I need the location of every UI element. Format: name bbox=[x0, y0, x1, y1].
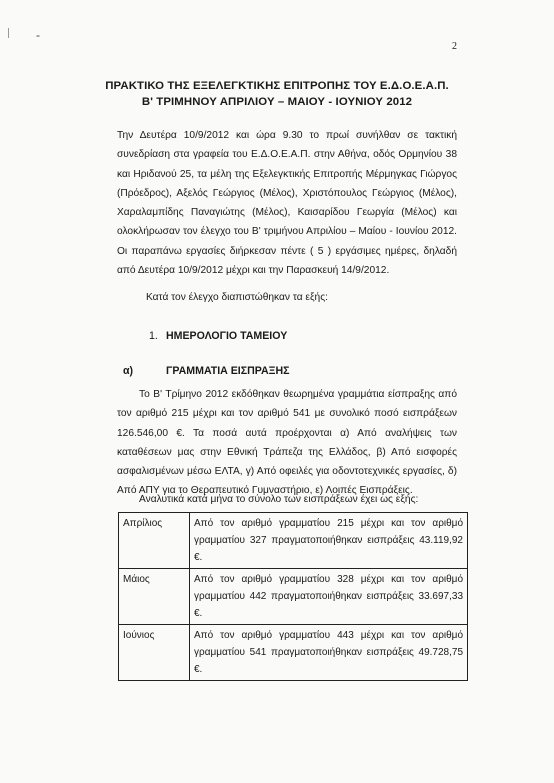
monthly-revenue-table bbox=[118, 512, 468, 681]
intro-paragraph: Την Δευτέρα 10/9/2012 και ώρα 9.30 το πρωί συνήλθαν σε τακτική συνεδρίαση στα γραφεία του Ε.Δ.Ο.Ε.Α.Π. στην Αθήνα, οδός Ορμηνίου 38 και Ηριδανού 25, τα μέλη της Εξελεγκτικής Επιτροπής Μέρμηγκας Γιώργος (Πρόεδρος), Αξελός Γεώργιος (Μέλος), Χριστόπουλος Γεώργιος (Μέλος), Χαραλαμπίδης Παναγιώτης (Μέλος), Καισαρίδου Γεωργία (Μέλος) και ολοκλήρωσαν τον έλεγχο του Β' τριμήνου Απριλίου – Μαίου - Ιουνίου 2012. Οι παραπάνω εργασίες διήρκεσαν πέντε ( 5 ) εργάσιμες ημέρες, δηλαδή από Δευτέρα 10/9/2012 μέχρι και την Παρασκευή 14/9/2012. bbox=[117, 130, 457, 277]
section-number: 1. bbox=[149, 330, 158, 342]
findings-intro: Κατά τον έλεγχο διαπιστώθηκαν τα εξής: bbox=[146, 292, 328, 303]
month-cell: Απρίλιος bbox=[119, 513, 190, 569]
table-row bbox=[119, 625, 468, 681]
margin-mark: - bbox=[36, 28, 40, 42]
document-title: ΠΡΑΚΤΙΚΟ ΤΗΣ ΕΞΕΛΕΓΚΤΙΚΗΣ ΕΠΙΤΡΟΠΗΣ ΤΟΥ Ε.Δ.Ο.Ε.Α.Π. bbox=[105, 80, 449, 92]
subsection-letter: α) bbox=[123, 365, 134, 377]
description-cell: Από τον αριθμό γραμματίου 443 μέχρι και τον αριθμό γραμματίου 541 πραγματοποιήθηκαν εισπράξεις 49.728,75 €. bbox=[190, 625, 468, 681]
monthly-intro: Αναλυτικά κατά μήνα το σύνολο των εισπράξεων έχει ως εξής: bbox=[139, 494, 419, 505]
revenue-paragraph bbox=[117, 385, 457, 501]
section-title: ΗΜΕΡΟΛΟΓΙΟ ΤΑΜΕΙΟΥ bbox=[166, 330, 288, 342]
table-row bbox=[119, 569, 468, 625]
description-cell: Από τον αριθμό γραμματίου 215 μέχρι και τον αριθμό γραμματίου 327 πραγματοποιήθηκαν εισπράξεις 43.119,92 €. bbox=[190, 513, 468, 569]
revenue-paragraph-text: Το Β' Τρίμηνο 2012 εκδόθηκαν θεωρημένα γραμμάτια είσπραξης από τον αριθμό 215 μέχρι και τον αριθμό 541 με συνολικό ποσό εισπράξεων 126.546,00 €. Τα ποσά αυτά προέρχονται α) Από αναλήψεις των καταθέσεων μας στην Εθνική Τράπεζα της Ελλάδος, β) Από εισφορές ασφαλισμένων μέσω ΕΛΤΑ, γ) Από οφειλές για οδοντοτεχνικές εργασίες, δ) Από ΑΠΥ για το Θεραπευτικό Γυμναστήριο, ε) Λοιπές Εισπράξεις. bbox=[117, 389, 457, 497]
table-row bbox=[119, 513, 468, 569]
document-subtitle: Β' ΤΡΙΜΗΝΟΥ ΑΠΡΙΛΙΟΥ – ΜΑΙΟΥ - ΙΟΥΝΙΟΥ 2012 bbox=[141, 96, 413, 108]
page-number: 2 bbox=[452, 41, 457, 52]
description-cell: Από τον αριθμό γραμματίου 328 μέχρι και τον αριθμό γραμματίου 442 πραγματοποιήθηκαν εισπράξεις 33.697,33 €. bbox=[190, 569, 468, 625]
month-cell: Ιούνιος bbox=[119, 625, 190, 681]
subsection-title: ΓΡΑΜΜΑΤΙΑ ΕΙΣΠΡΑΞΗΣ bbox=[166, 365, 290, 377]
margin-line bbox=[8, 28, 9, 38]
month-cell: Μάιος bbox=[119, 569, 190, 625]
